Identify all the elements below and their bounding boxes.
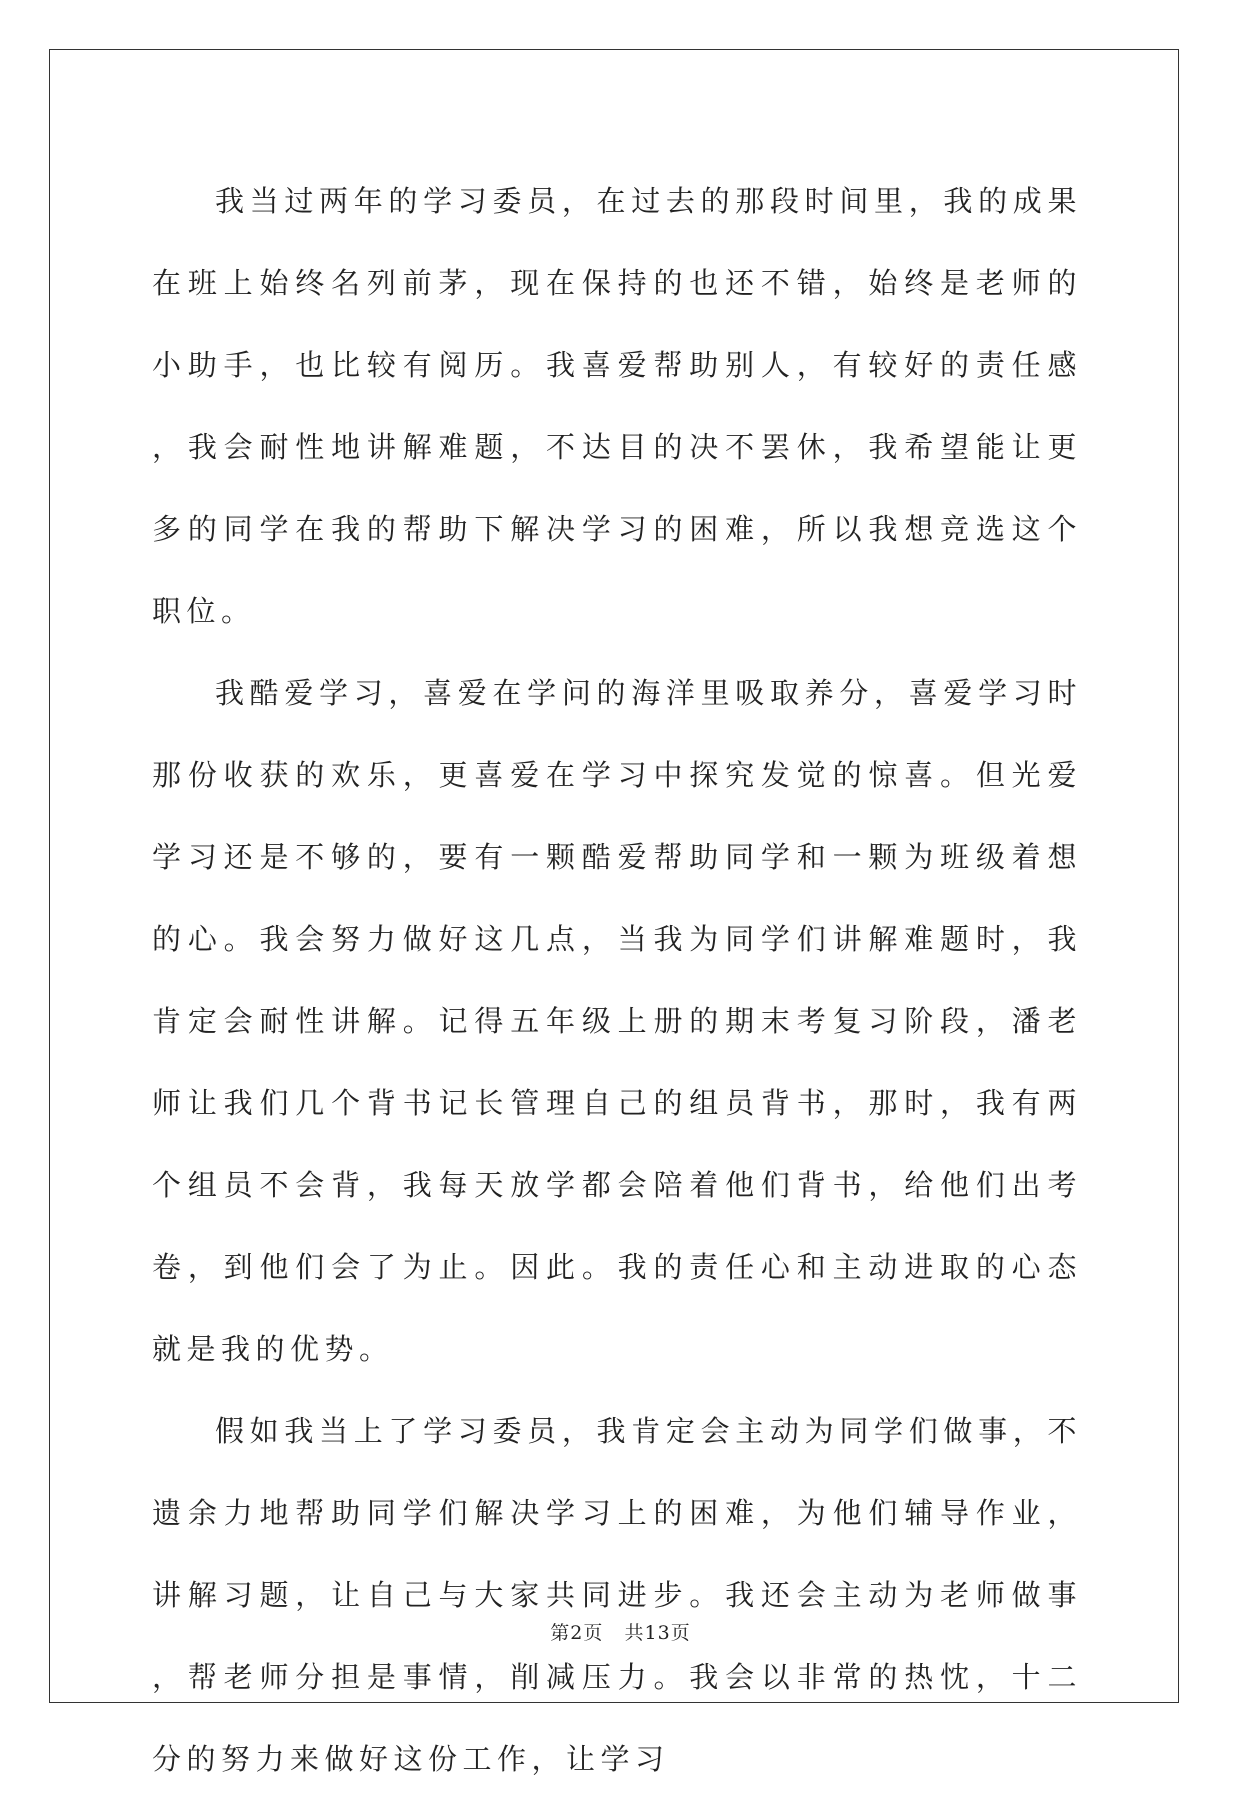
paragraph-1: 我当过两年的学习委员，在过去的那段时间里，我的成果在班上始终名列前茅，现在保持的也还不错，始终是老师的小助手，也比较有阅历。我喜爱帮助别人，有较好的责任感，我会耐性地讲解难题，不达目的决不罢休，我希望能让更多的同学在我的帮助下解决学习的困难，所以我想竞选这个职位。 — [152, 184, 1082, 628]
paragraph-2: 我酷爱学习，喜爱在学问的海洋里吸取养分，喜爱学习时那份收获的欢乐，更喜爱在学习中探究发觉的惊喜。但光爱学习还是不够的，要有一颗酷爱帮助同学和一颗为班级着想的心。我会努力做好这几点，当我为同学们讲解难题时，我肯定会耐性讲解。记得五年级上册的期末考复习阶段，潘老师让我们几个背书记长管理自己的组员背书，那时，我有两个组员不会背，我每天放学都会陪着他们背书，给他们出考卷，到他们会了为止。因此。我的责任心和主动进取的心态就是我的优势。 — [152, 676, 1082, 1366]
paragraph-3: 假如我当上了学习委员，我肯定会主动为同学们做事，不遗余力地帮助同学们解决学习上的困难，为他们辅导作业，讲解习题，让自己与大家共同进步。我还会主动为老师做事，帮老师分担是事情，削减压力。我会以非常的热忱，十二分的努力来做好这份工作，让学习 — [152, 1414, 1082, 1776]
document-body — [152, 160, 1082, 1800]
page-footer — [0, 1618, 1241, 1645]
footer-separator — [603, 1622, 624, 1644]
total-pages: 共13页 — [624, 1622, 691, 1644]
page-number: 第2页 — [550, 1622, 604, 1644]
